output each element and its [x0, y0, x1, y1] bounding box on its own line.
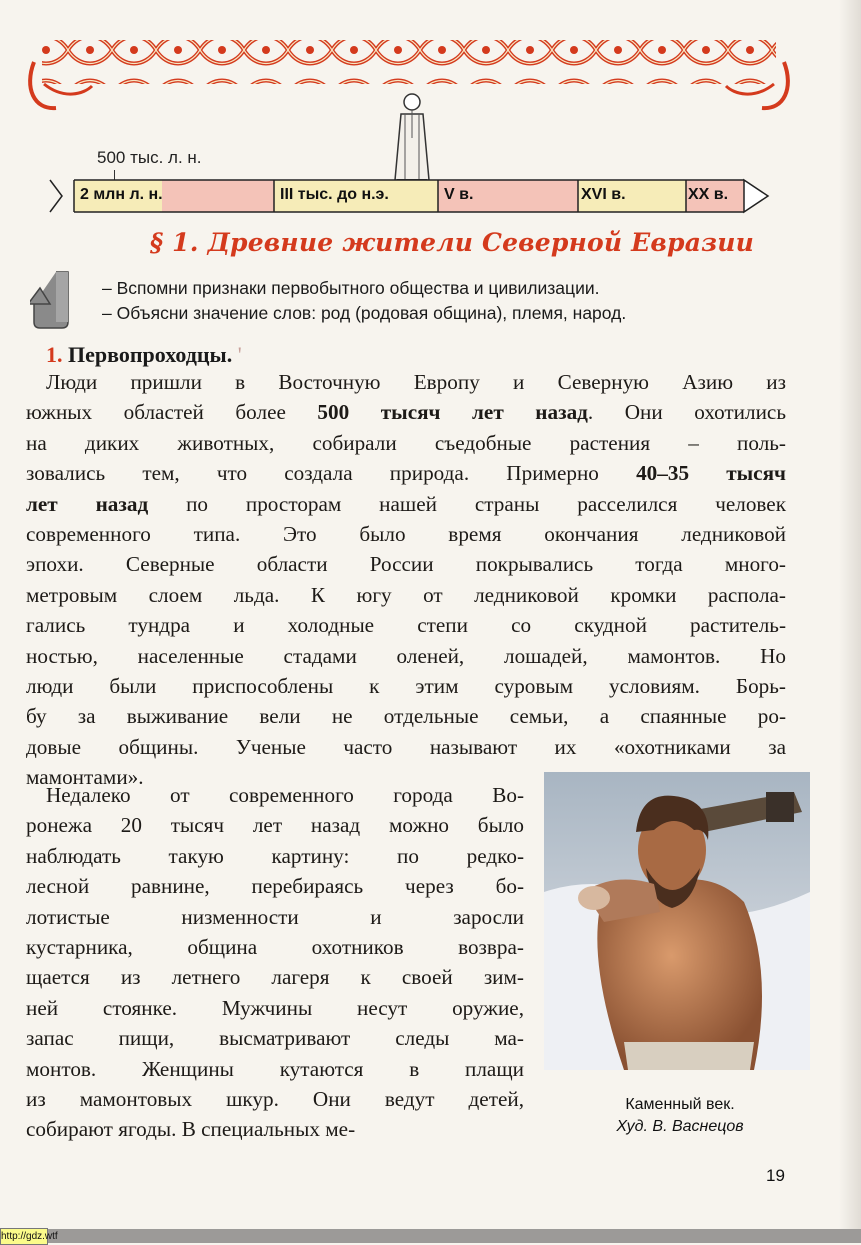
painting-caption [580, 1094, 780, 1138]
text-line: кустарника, община охотников возвра- [26, 934, 524, 959]
return-arrow-icon [30, 270, 70, 330]
bold-fragment: 500 тысяч лет назад [317, 400, 588, 425]
text-line: эпохи. Северные области России покрывались тогда много- [26, 552, 786, 577]
text-line: лесной равнине, перебираясь через бо- [26, 874, 524, 899]
text-line: монтов. Женщины кутаются в плащи [26, 1056, 524, 1081]
watermark-link[interactable]: http://gdz.wtf [0, 1228, 48, 1245]
review-question-1: – Вспомни признаки первобытного общества и цивилизации. [102, 278, 600, 298]
timeline-segment-16century: XVI в. [581, 186, 626, 203]
ancient-scholar-figure [383, 88, 441, 186]
text-line: Недалеко от современного города Во- [46, 783, 524, 807]
review-questions [102, 276, 626, 326]
timeline-segment-20century: XX в. [688, 186, 729, 203]
subheading-mark: ' [237, 342, 242, 367]
text-line: ней стоянке. Мужчины несут оружие, [26, 995, 524, 1020]
timeline-segment-3thousand: III тыс. до н.э. [280, 186, 389, 203]
text-line: щается из летнего лагеря к своей зим- [26, 965, 524, 990]
text-line: метровым слоем льда. К югу от ледниковой кромки распола- [26, 582, 786, 607]
page-number: 19 [766, 1166, 785, 1185]
text-line: Люди пришли в Восточную Европу и Северную Азию из [46, 370, 786, 394]
text-line: бу за выживание вели не отдельные семьи, а спаянные ро- [26, 704, 786, 729]
text-line: на диких животных, собирали съедобные растения – поль- [26, 430, 786, 455]
caption-title: Каменный век. [625, 1096, 735, 1113]
timeline-note: 500 тыс. л. н. [97, 148, 202, 167]
page-edge-shadow [839, 0, 861, 1230]
bold-fragment: лет назад [26, 491, 149, 516]
text-line: мамонтами». [26, 765, 144, 790]
text-line: ронежа 20 тысяч лет назад можно было [26, 813, 524, 838]
text-line: лет назад по просторам нашей страны расселился человек [26, 491, 786, 516]
caption-artist: Худ. В. Васнецов [616, 1118, 744, 1135]
subheading-text: Первопроходцы. [68, 342, 233, 367]
painting-stone-age [544, 772, 810, 1070]
text-line: собирают ягоды. В специальных ме- [26, 1117, 356, 1142]
text-line: зовались тем, что создала природа. Примерно 40–35 тысяч [26, 461, 786, 486]
review-question-2: – Объясни значение слов: род (родовая община), племя, народ. [102, 303, 627, 323]
bold-fragment: 40–35 тысяч [636, 461, 786, 486]
text-line: современного типа. Это было время окончания ледниковой [26, 521, 786, 546]
text-line: южных областей более 500 тысяч лет назад. Они охотились [26, 400, 786, 425]
text-line: лотистые низменности и заросли [26, 904, 524, 929]
timeline-segment-5century: V в. [444, 186, 474, 203]
text-line: наблюдать такую картину: по редко- [26, 843, 524, 868]
text-line: довые общины. Ученые часто называют их «охотниками за [26, 734, 786, 759]
paragraph-1 [26, 367, 786, 792]
text-line: люди были приспособлены к этим суровым условиям. Борь- [26, 673, 786, 698]
paragraph-2 [26, 780, 524, 1145]
timeline-segment-2mln: 2 млн л. н. [80, 186, 163, 203]
text-line: запас пищи, высматривают следы ма- [26, 1026, 524, 1051]
section-title: § 1. Древние жители Северной Евразии [150, 228, 755, 257]
text-line: из мамонтовых шкур. Они ведут детей, [26, 1086, 524, 1111]
subheading-number: 1. [46, 342, 63, 367]
bottom-strip [0, 1229, 861, 1243]
subheading [46, 342, 242, 368]
text-line: ностью, населенные стадами оленей, лошадей, мамонтов. Но [26, 643, 786, 668]
text-line: гались тундра и холодные степи со скудной раститель- [26, 613, 786, 638]
